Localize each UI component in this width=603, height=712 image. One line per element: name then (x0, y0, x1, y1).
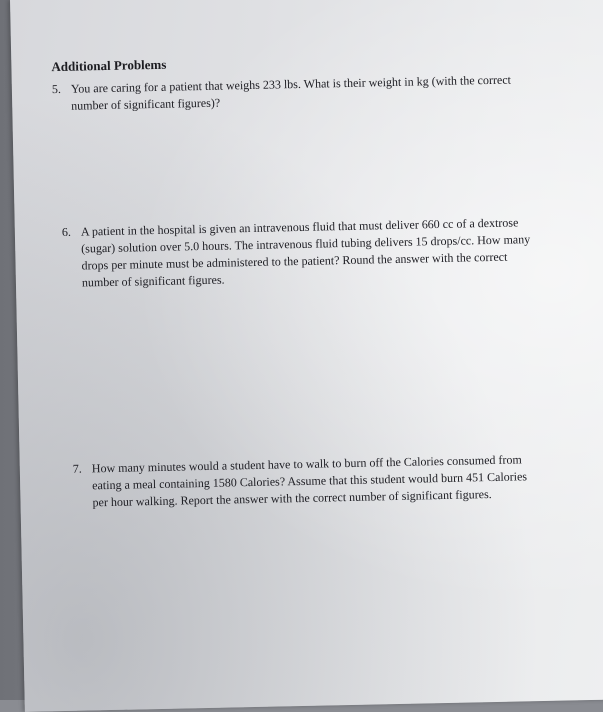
problem-text (81, 214, 531, 291)
problem-number: 6. (61, 224, 72, 239)
problem-line: How many minutes would a student have to walk to burn off the Calories consumed from (91, 452, 522, 476)
worksheet-page (10, 0, 603, 712)
problem-line: drops per minute must be administered to the patient? Round the answer with the correct (81, 249, 508, 273)
problem-line: (sugar) solution over 5.0 hours. The intravenous fluid tubing delivers 15 drops/cc. How many (81, 232, 531, 256)
problem-number: 5. (51, 81, 62, 97)
problem-line: eating a meal containing 1580 Calories? Assume that this student would burn 451 Calories (92, 469, 528, 493)
problem-line: A patient in the hospital is given an intravenous fluid that must deliver 660 cc of a dextrose (80, 215, 519, 239)
problem-text (71, 72, 512, 115)
problem-line: You are caring for a patient that weighs 233 lbs. What is their weight in kg (with the correct (70, 72, 512, 96)
problem-number: 7. (72, 461, 82, 476)
problem-line: per hour walking. Report the answer with the correct number of significant figures. (92, 487, 492, 510)
section-heading: Additional Problems (51, 56, 167, 75)
problem-text (92, 451, 528, 511)
problem-line: number of significant figures. (81, 272, 225, 290)
problem-line: number of significant figures)? (71, 95, 221, 113)
